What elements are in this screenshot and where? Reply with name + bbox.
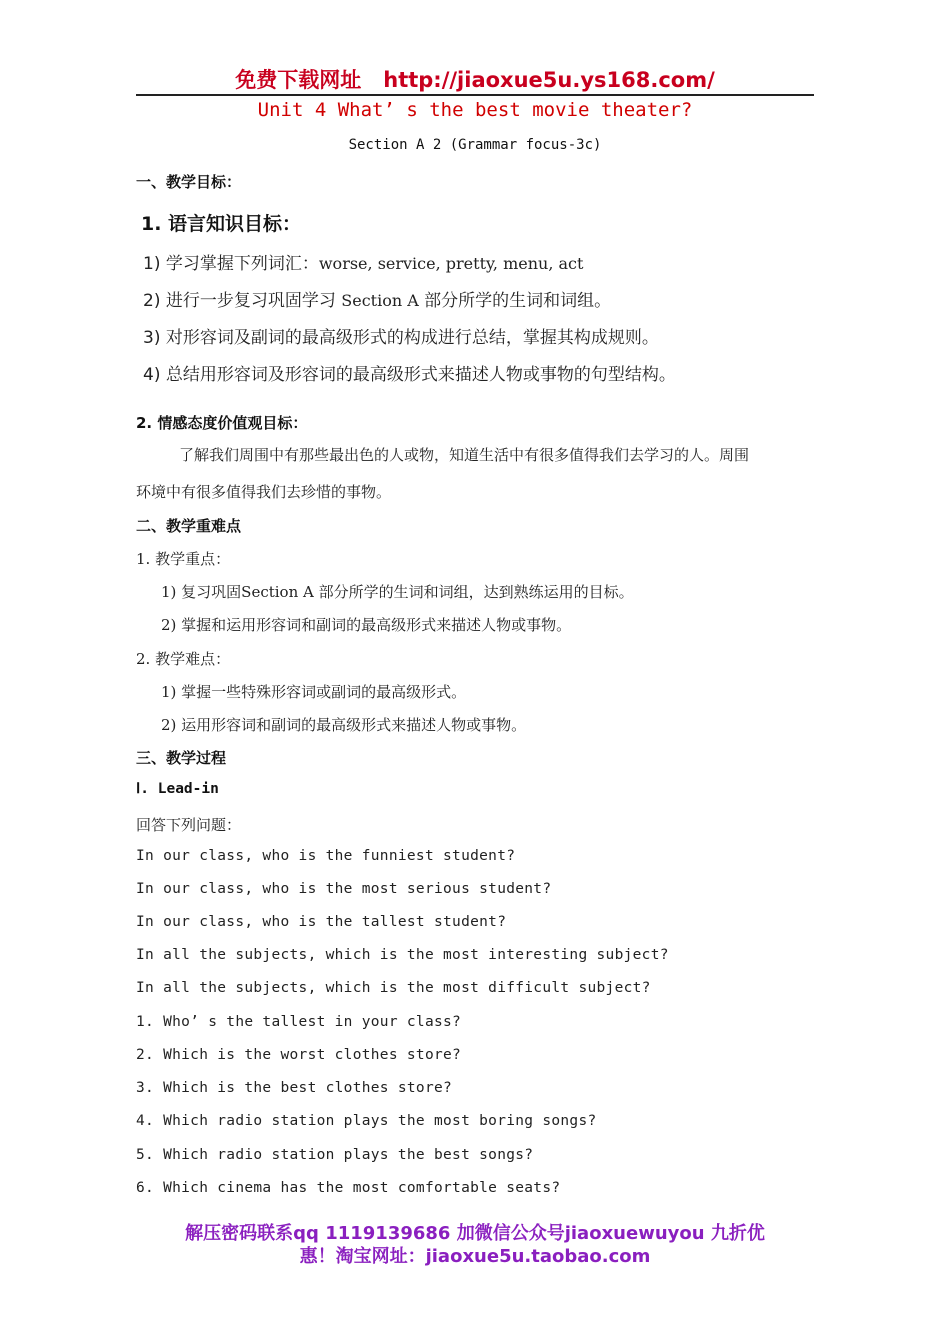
lead-in-prompt: 回答下列问题： [136,816,242,834]
numbered-question: 3. Which is the best clothes store? [136,1080,453,1096]
section-2-heading: 二、教学重难点 [136,517,242,535]
key-point-item-2: 2) 掌握和运用形容词和副词的最高级形式来描述人物或事物。 [161,616,572,634]
banner-url-link[interactable]: http://jiaoxue5u.ys168.com/ [383,68,715,92]
download-banner [0,64,950,94]
numbered-question: 4. Which radio station plays the most boring songs? [136,1113,597,1129]
goal-1-item-1: 1) 学习掌握下列词汇：worse, service, pretty, menu, act [143,254,584,274]
key-points-label: 1. 教学重点： [136,550,231,568]
numbered-question: 6. Which cinema has the most comfortable seats? [136,1180,561,1196]
goal-2-paragraph-line-2: 环境中有很多值得我们去珍惜的事物。 [136,483,392,501]
numbered-question: 5. Which radio station plays the best songs? [136,1147,534,1163]
difficult-point-item-1: 1) 掌握一些特殊形容词或副词的最高级形式。 [161,683,467,701]
numbered-question: 2. Which is the worst clothes store? [136,1047,462,1063]
difficult-points-label: 2. 教学难点： [136,650,231,668]
footer-contact-line-2: 惠！淘宝网址：jiaoxue5u.taobao.com [299,1246,651,1267]
question-line: In our class, who is the funniest student? [136,848,516,864]
difficult-point-item-2: 2) 运用形容词和副词的最高级形式来描述人物或事物。 [161,716,527,734]
question-line: In all the subjects, which is the most interesting subject? [136,947,669,963]
goal-2-paragraph-line-1: 了解我们周围中有那些最出色的人或物，知道生活中有很多值得我们去学习的人。周围 [179,446,750,464]
goal-2-heading: 2. 情感态度价值观目标： [136,414,308,432]
section-3-heading: 三、教学过程 [136,749,227,767]
document-title: Unit 4 What’ s the best movie theater? [257,99,693,121]
footer-contact-line-1: 解压密码联系qq 1119139686 加微信公众号jiaoxuewuyou 九折优 [185,1223,765,1244]
goal-1-item-2: 2) 进行一步复习巩固学习 Section A 部分所学的生词和词组。 [143,291,612,311]
banner-label: 免费下载网址 [235,68,362,92]
goal-1-item-3: 3) 对形容词及副词的最高级形式的构成进行总结，掌握其构成规则。 [143,328,659,348]
question-line: In all the subjects, which is the most difficult subject? [136,980,651,996]
goal-1-heading: 1. 语言知识目标： [141,213,302,235]
section-1-heading: 一、教学目标： [136,173,242,191]
numbered-question: 1. Who’ s the tallest in your class? [136,1014,462,1030]
key-point-item-1: 1) 复习巩固Section A 部分所学的生词和词组，达到熟练运用的目标。 [161,583,634,601]
document-subtitle: Section A 2 (Grammar focus-3c) [348,137,602,153]
goal-1-item-4: 4) 总结用形容词及形容词的最高级形式来描述人物或事物的句型结构。 [143,365,676,385]
lead-in-heading: Ⅰ. Lead-in [136,781,219,797]
header-rule [136,94,814,96]
question-line: In our class, who is the tallest student? [136,914,507,930]
question-line: In our class, who is the most serious student? [136,881,552,897]
